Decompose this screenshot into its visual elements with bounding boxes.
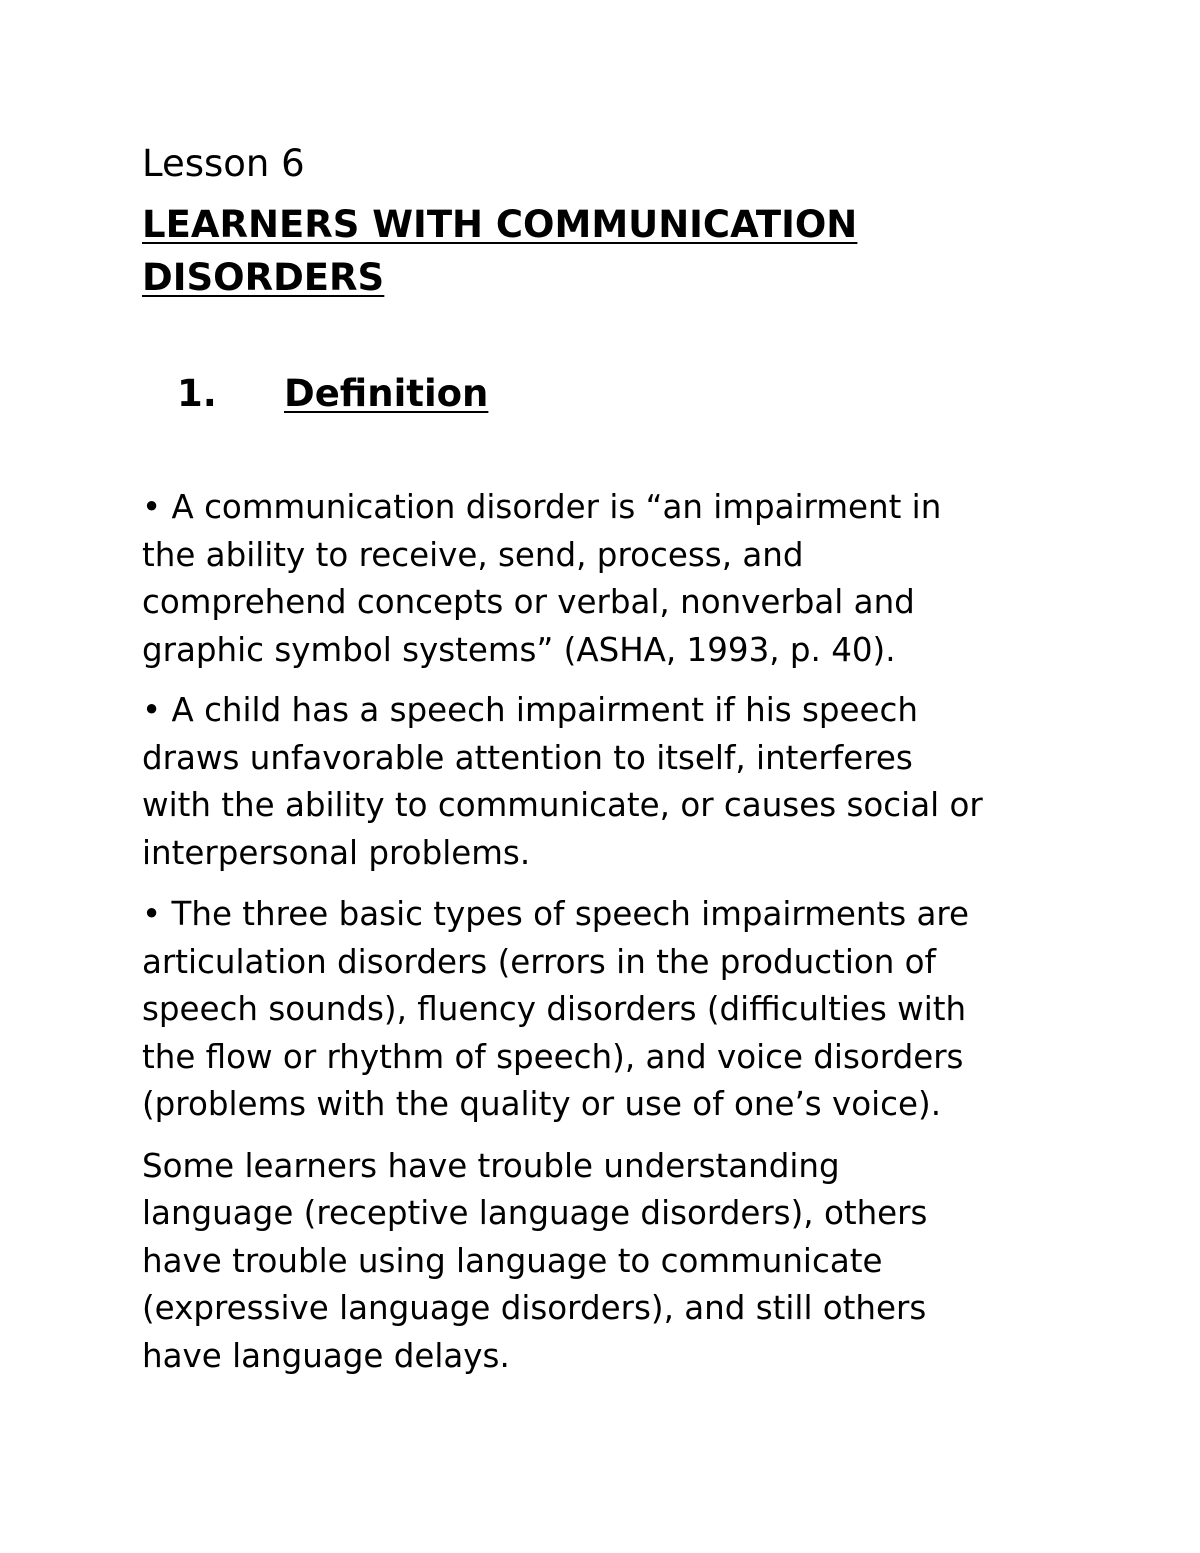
paragraph-communication-disorder [142,484,1082,674]
text-line: Some learners have trouble understanding [142,1146,840,1185]
paragraph-speech-impairment [142,687,1082,877]
text-line: speech sounds), fluency disorders (difficulties with [142,990,967,1028]
text-line: the flow or rhythm of speech), and voice disorders [142,1037,964,1076]
text-line: graphic symbol systems” (ASHA, 1993, p. 40). [142,630,896,669]
text-line: (expressive language disorders), and still others [142,1289,927,1327]
text-line: (problems with the quality or use of one’s voice). [142,1085,942,1123]
section-number: 1. [177,372,217,415]
text-line: interpersonal problems. [142,833,531,872]
section-label: Definition [284,372,489,415]
lesson-label: Lesson 6 [142,142,305,185]
text-line: • A child has a speech impairment if his speech [142,691,919,729]
title-line [142,251,1082,304]
section-heading [177,368,1082,420]
text-line: articulation disorders (errors in the production of [142,942,936,981]
paragraph-language-disorders [142,1143,1082,1381]
title-line [142,198,1082,251]
document-page [142,138,1082,1380]
text-line: the ability to receive, send, process, and [142,535,804,574]
text-line: with the ability to communicate, or causes social or [142,786,983,824]
text-line: language (receptive language disorders), others [142,1194,928,1232]
title-line-text: DISORDERS [142,256,385,299]
text-line: • A communication disorder is “an impairment in [142,488,942,526]
title-line-text: LEARNERS WITH COMMUNICATION [142,203,858,246]
paragraph-speech-types [142,891,1082,1129]
document-title [142,198,1082,304]
text-line: draws unfavorable attention to itself, interferes [142,738,913,777]
text-line: have trouble using language to communicate [142,1241,883,1280]
text-line: • The three basic types of speech impairments are [142,895,970,933]
text-line: have language delays. [142,1336,510,1375]
text-line: comprehend concepts or verbal, nonverbal and [142,583,915,621]
